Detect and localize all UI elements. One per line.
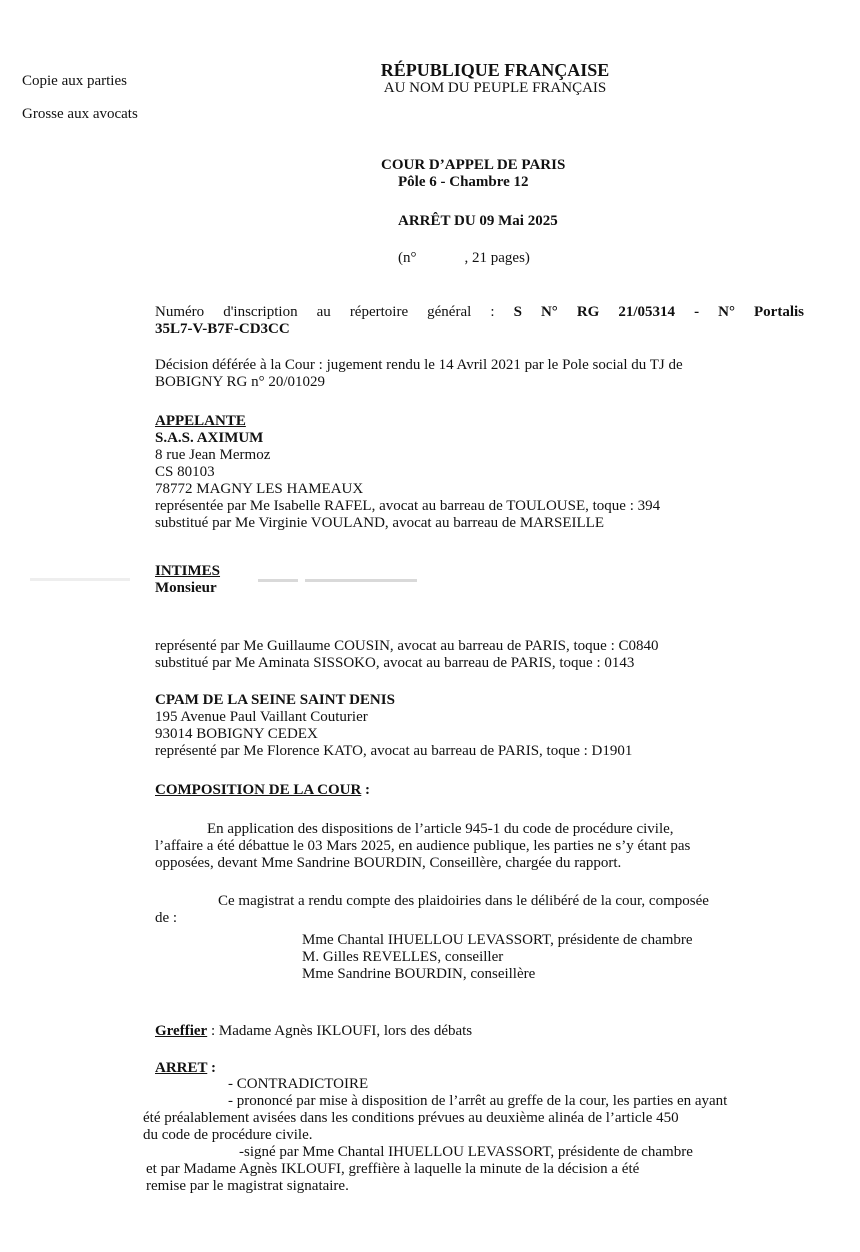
- court-member: Mme Sandrine BOURDIN, conseillère: [302, 966, 536, 982]
- cpam-representation: représenté par Me Florence KATO, avocat au barreau de PARIS, toque : D1901: [155, 743, 633, 759]
- redaction-mark: [305, 579, 417, 582]
- intime-representation: représenté par Me Guillaume COUSIN, avocat au barreau de PARIS, toque : C0840: [155, 638, 659, 654]
- arret-heading-suffix: :: [207, 1060, 216, 1076]
- arret-line2: - prononcé par mise à disposition de l’arrêt au greffe de la cour, les parties en ayant: [228, 1093, 728, 1109]
- arret-heading-text: ARRET: [155, 1060, 208, 1076]
- rg-line: [155, 304, 804, 321]
- arret-line4: du code de procédure civile.: [143, 1127, 313, 1143]
- cpam-block: [155, 692, 804, 760]
- intimes-heading: INTIMES: [155, 563, 221, 579]
- cpam-address2: 93014 BOBIGNY CEDEX: [155, 726, 318, 742]
- intimes-heading-block: [155, 563, 804, 597]
- number-prefix: (n°: [398, 250, 417, 266]
- decision-title: ARRÊT DU 09 Mai 2025: [398, 213, 558, 229]
- appelante-heading: APPELANTE: [155, 413, 246, 429]
- copy-parties-note: Copie aux parties: [22, 73, 127, 89]
- composition-heading-suffix: :: [361, 782, 371, 798]
- decision-referred-line2: BOBIGNY RG n° 20/01029: [155, 374, 326, 390]
- people-subtitle: AU NOM DU PEUPLE FRANÇAIS: [383, 80, 607, 96]
- page-count: , 21 pages): [464, 250, 530, 266]
- decision-referred-line1: Décision déférée à la Cour : jugement rendu le 14 Avril 2021 par le Pole social du TJ de: [155, 357, 683, 373]
- appelante-address3: 78772 MAGNY LES HAMEAUX: [155, 481, 364, 497]
- arret-line3: été préalablement avisées dans les conditions prévues au deuxième alinéa de l’article 450: [143, 1110, 679, 1126]
- composition-para1: [155, 821, 804, 872]
- appelante-representation: représentée par Me Isabelle RAFEL, avocat au barreau de TOULOUSE, toque : 394: [155, 498, 661, 514]
- rg-label: Numéro d'inscription au répertoire général :: [155, 304, 495, 320]
- appelante-address1: 8 rue Jean Mermoz: [155, 447, 271, 463]
- republic-title: RÉPUBLIQUE FRANÇAISE: [380, 60, 610, 80]
- composition-para1-line1: En application des dispositions de l’article 945-1 du code de procédure civile,: [207, 821, 674, 837]
- rg-block: [155, 304, 804, 338]
- intime-substitute: substitué par Me Aminata SISSOKO, avocat au barreau de PARIS, toque : 0143: [155, 655, 635, 671]
- arret-line6: et par Madame Agnès IKLOUFI, greffière à laquelle la minute de la décision a été: [146, 1161, 640, 1177]
- composition-para2-line2: de :: [155, 910, 178, 926]
- arret-heading: [155, 1060, 216, 1077]
- cpam-name: CPAM DE LA SEINE SAINT DENIS: [155, 692, 395, 708]
- intime-representation-block: [155, 638, 804, 672]
- rg-value: S N° RG 21/05314 - N° Portalis: [513, 304, 804, 320]
- composition-para1-line2: l’affaire a été débattue le 03 Mars 2025, en audience publique, les parties ne s’y étant pas: [155, 838, 691, 854]
- arret-line1: - CONTRADICTOIRE: [228, 1076, 369, 1092]
- composition-heading: [155, 782, 370, 799]
- portalis-number: 35L7-V-B7F-CD3CC: [155, 321, 290, 337]
- court-members: [302, 932, 693, 983]
- appelante-substitute: substitué par Me Virginie VOULAND, avocat au barreau de MARSEILLE: [155, 515, 604, 531]
- decision-number: [398, 250, 530, 267]
- cpam-address1: 195 Avenue Paul Vaillant Couturier: [155, 709, 368, 725]
- court-chamber: Pôle 6 - Chambre 12: [398, 174, 529, 190]
- greffier-label: Greffier: [155, 1023, 208, 1039]
- composition-para1-line3: opposées, devant Mme Sandrine BOURDIN, Conseillère, chargée du rapport.: [155, 855, 622, 871]
- intime-monsieur: Monsieur: [155, 580, 217, 596]
- arret-line7: remise par le magistrat signataire.: [146, 1178, 349, 1194]
- greffier-line: [155, 1023, 472, 1040]
- court-member: M. Gilles REVELLES, conseiller: [302, 949, 504, 965]
- appelante-address2: CS 80103: [155, 464, 215, 480]
- greffier-text: : Madame Agnès IKLOUFI, lors des débats: [207, 1023, 473, 1039]
- composition-heading-text: COMPOSITION DE LA COUR: [155, 782, 362, 798]
- redaction-mark: [30, 578, 130, 581]
- court-member: Mme Chantal IHUELLOU LEVASSORT, présidente de chambre: [302, 932, 693, 948]
- decision-referred: [155, 357, 804, 391]
- appelante-block: [155, 413, 804, 532]
- arret-line5: -signé par Mme Chantal IHUELLOU LEVASSORT, présidente de chambre: [239, 1144, 693, 1160]
- composition-para2-line1: Ce magistrat a rendu compte des plaidoiries dans le délibéré de la cour, composée: [218, 893, 709, 909]
- redaction-mark: [258, 579, 298, 582]
- grosse-avocats-note: Grosse aux avocats: [22, 106, 138, 122]
- court-name: COUR D’APPEL DE PARIS: [381, 157, 566, 173]
- arret-body: [143, 1076, 805, 1195]
- composition-para2: [155, 893, 804, 927]
- appelante-name: S.A.S. AXIMUM: [155, 430, 264, 446]
